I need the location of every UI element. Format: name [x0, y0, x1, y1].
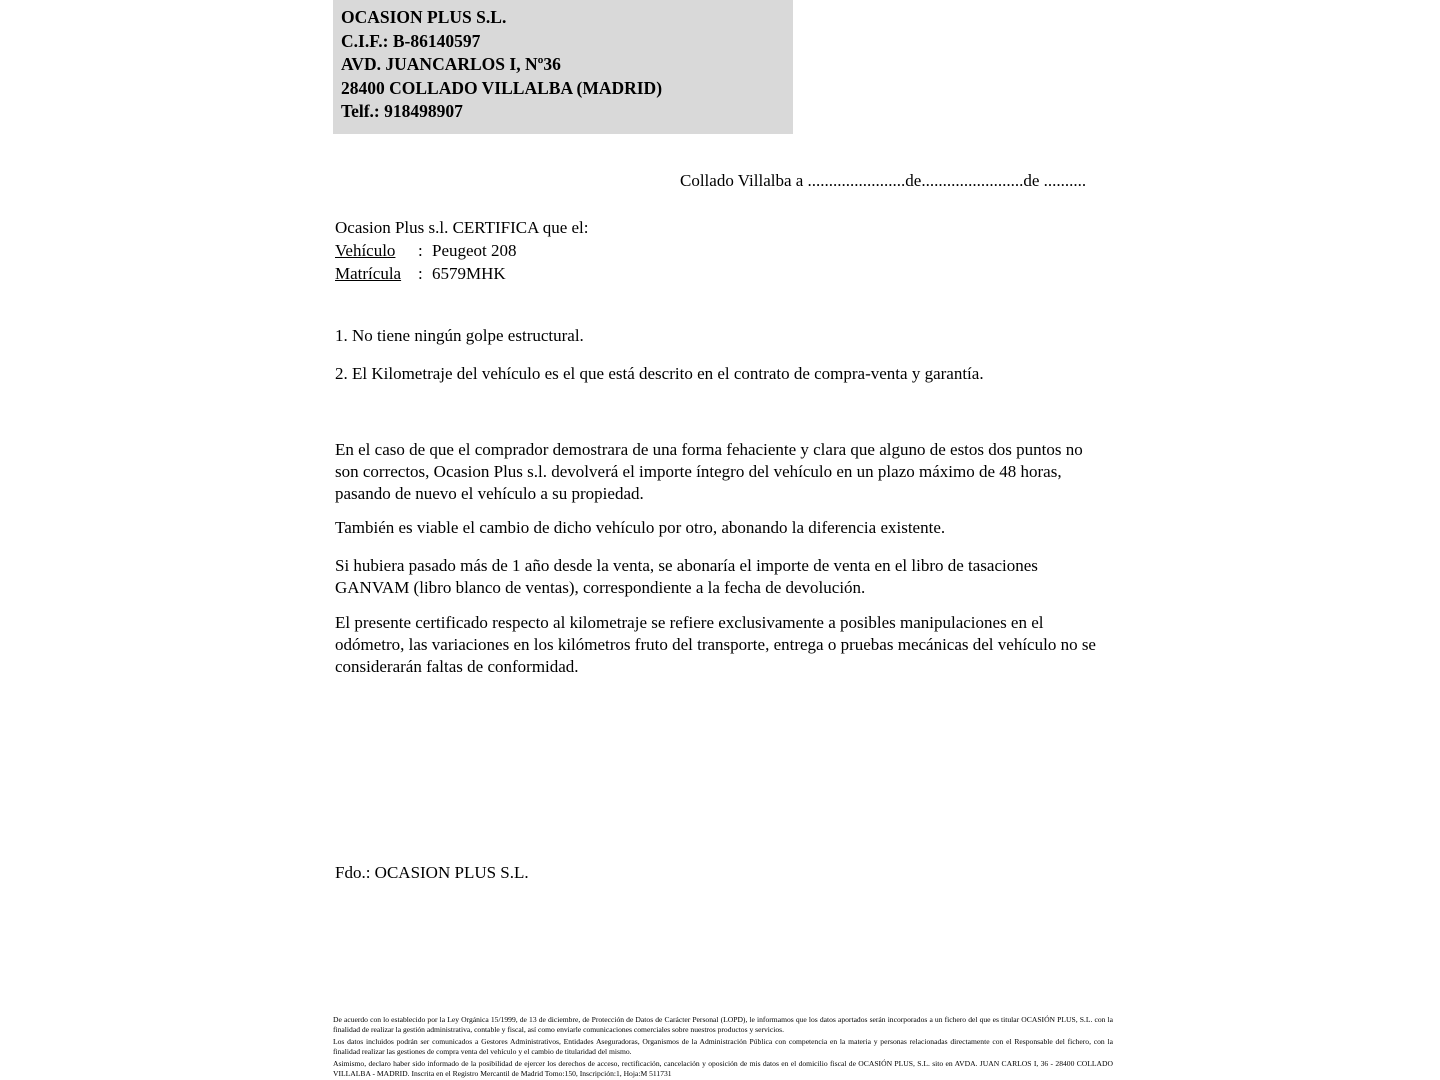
field-vehicle-separator: : [418, 241, 423, 260]
body-paragraph-1: En el caso de que el comprador demostrara de una forma fehaciente y clara que alguno de estos dos puntos no son correctos, Ocasion Plus s.l. devolverá el importe íntegro del vehículo en un plazo máximo de 48 horas, pasando de nuevo el vehículo a su propiedad. [335, 440, 1083, 503]
date-line: Collado Villalba a .......................de........................de .......... [680, 171, 1087, 190]
body-paragraph-4: El presente certificado respecto al kilometraje se refiere exclusivamente a posibles manipulaciones en el odómetro, las variaciones en los kilómetros fruto del transporte, entrega o pruebas mecánicas del vehículo no se considerarán faltas de conformidad. [335, 613, 1096, 676]
field-vehicle [335, 239, 517, 262]
certify-point-1: 1. No tiene ningún golpe estructural. [335, 326, 584, 345]
company-name: OCASION PLUS S.L. [341, 7, 507, 27]
company-address: AVD. JUANCARLOS I, Nº36 [341, 54, 561, 74]
company-city: 28400 COLLADO VILLALBA (MADRID) [341, 77, 663, 98]
field-vehicle-value: Peugeot 208 [432, 241, 517, 260]
body-paragraph-2: También es viable el cambio de dicho vehículo por otro, abonando la diferencia existente. [335, 518, 946, 537]
field-plate [335, 262, 506, 285]
legal-footer-paragraph-3: Asimismo, declaro haber sido informado de la posibilidad de ejercer los derechos de acceso, rectificación, cancelación y oposición de mis datos en el domicilio fiscal de OCASIÓN PLUS, S.L. sito en AVDA. JUAN CARLOS I, 36 - 28400 COLLADO VILLALBA - MADRID. Inscrita en el Registro Mercantil de Madrid Tomo:150, Inscripción:1, Hoja:M 511731 [333, 1059, 1113, 1078]
legal-footer [333, 1015, 1113, 1079]
company-cif: C.I.F.: B-86140597 [341, 30, 481, 51]
legal-footer-paragraph-1: De acuerdo con lo establecido por la Ley Orgánica 15/1999, de 13 de diciembre, de Protección de Datos de Carácter Personal (LOPD), le informamos que los datos aportados serán incorporados a un fichero del que es titular OCASIÓN PLUS, S.L. con la finalidad de realizar la gestión administrativa, contable y fiscal, así como enviarle comunicaciones comerciales sobre nuestros productos y servicios. [333, 1015, 1113, 1034]
legal-footer-paragraph-2: Los datos incluidos podrán ser comunicados a Gestores Administrativos, Entidades Aseguradoras, Organismos de la Administración Pública con competencia en la materia y personas relacionadas directamente con el Responsable del fichero, con la finalidad realizar las gestiones de compra venta del vehículo y el cambio de titularidad del mismo. [333, 1037, 1113, 1056]
certify-intro: Ocasion Plus s.l. CERTIFICA que el: [335, 218, 589, 237]
field-plate-separator: : [418, 264, 423, 283]
field-vehicle-label: Vehículo [335, 241, 396, 260]
company-phone: Telf.: 918498907 [341, 101, 463, 121]
body-paragraph-3: Si hubiera pasado más de 1 año desde la venta, se abonaría el importe de venta en el libro de tasaciones GANVAM (libro blanco de ventas), correspondiente a la fecha de devolución. [335, 556, 1038, 597]
certify-point-2: 2. El Kilometraje del vehículo es el que está descrito en el contrato de compra-venta y garantía. [335, 364, 984, 383]
field-plate-label: Matrícula [335, 264, 402, 283]
field-plate-value: 6579MHK [432, 264, 506, 283]
company-letterhead [333, 0, 793, 134]
signature-line: Fdo.: OCASION PLUS S.L. [335, 863, 529, 882]
